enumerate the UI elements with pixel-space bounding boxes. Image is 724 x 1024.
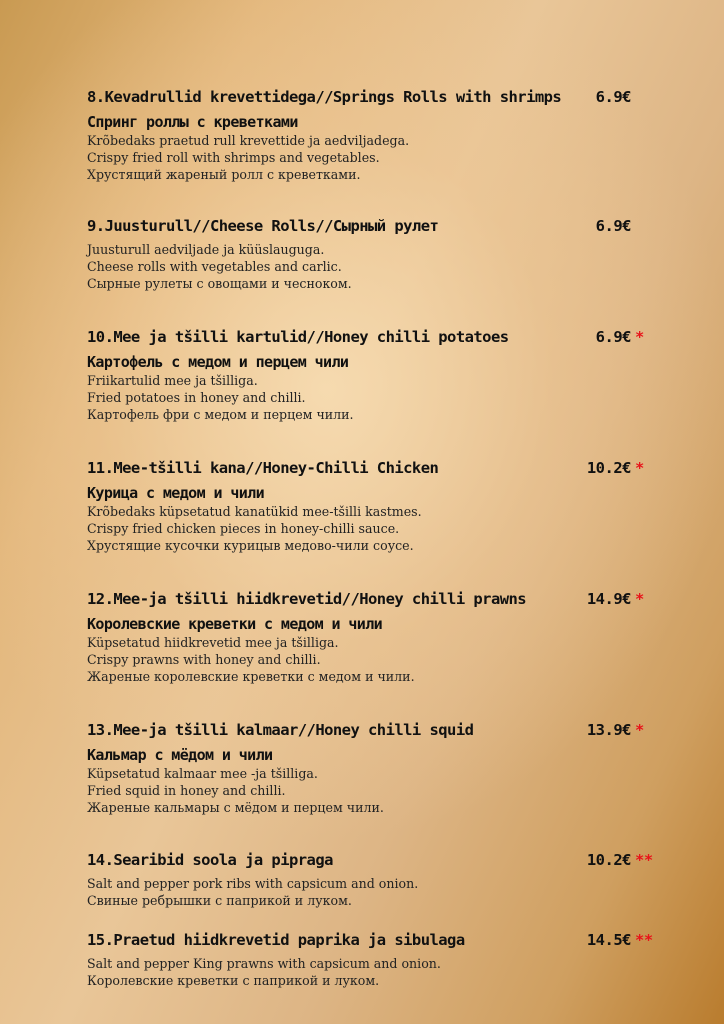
item-desc-line: Картофель фри с медом и перцем чили. (87, 407, 354, 422)
item-price (537, 931, 657, 949)
item-title: 15.Praetud hiidkrevetid paprika ja sibulaga (87, 931, 465, 949)
menu-item-8 (87, 88, 657, 183)
spicy-marker: * (635, 590, 644, 608)
item-desc-line: Сырные рулеты с овощами и чесноком. (87, 276, 352, 291)
menu-item-13 (87, 721, 657, 816)
item-price (537, 328, 657, 346)
item-desc-line: Свиные ребрышки с паприкой и луком. (87, 893, 352, 908)
item-title: 9.Juusturull//Cheese Rolls//Сырный рулет (87, 217, 439, 235)
menu-item-9 (87, 217, 657, 292)
menu-list (87, 88, 657, 989)
price-amount: 6.9€ (595, 328, 631, 346)
item-desc-line: Krõbedaks praetud rull krevettide ja aedviljadega. (87, 133, 410, 148)
item-desc-line: Krõbedaks küpsetatud kanatükid mee-tšilli kastmes. (87, 504, 422, 519)
item-desc-line: Хрустящие кусочки курицыв медово-чили соусе. (87, 538, 414, 553)
item-desc-line: Küpsetatud kalmaar mee -ja tšilliga. (87, 766, 318, 781)
spicy-marker: * (635, 721, 644, 739)
item-desc-line: Crispy prawns with honey and chilli. (87, 652, 321, 667)
menu-item-15 (87, 931, 657, 989)
item-price (537, 217, 657, 235)
menu-item-14 (87, 851, 657, 909)
item-title: 11.Mee-tšilli kana//Honey-Chilli Chicken (87, 459, 439, 477)
item-desc-line: Жареные кальмары с мёдом и перцем чили. (87, 800, 384, 815)
item-title: 12.Mee-ja tšilli hiidkrevetid//Honey chilli prawns (87, 590, 527, 608)
item-price (537, 721, 657, 739)
item-desc-line: Crispy fried chicken pieces in honey-chilli sauce. (87, 521, 400, 536)
item-title: 13.Mee-ja tšilli kalmaar//Honey chilli squid (87, 721, 474, 739)
item-subtitle: Кальмар с мёдом и чили (87, 746, 273, 764)
item-desc-line: Королевские креветки с паприкой и луком. (87, 973, 380, 988)
item-price (537, 590, 657, 608)
item-desc-line: Fried potatoes in honey and chilli. (87, 390, 306, 405)
item-price (537, 851, 657, 869)
menu-item-12 (87, 590, 657, 685)
item-price (537, 459, 657, 477)
item-desc-line: Juusturull aedviljade ja küüslauguga. (87, 242, 325, 257)
item-desc-line: Friikartulid mee ja tšilliga. (87, 373, 258, 388)
price-amount: 14.5€ (586, 931, 631, 949)
price-amount: 6.9€ (595, 217, 631, 235)
item-desc-line: Хрустящий жареный ролл с креветками. (87, 167, 361, 182)
item-subtitle: Спринг роллы с креветками (87, 113, 298, 131)
price-amount: 14.9€ (586, 590, 631, 608)
item-desc-line: Salt and pepper King prawns with capsicum and onion. (87, 956, 441, 971)
price-amount: 13.9€ (586, 721, 631, 739)
item-desc-line: Crispy fried roll with shrimps and vegetables. (87, 150, 380, 165)
menu-item-10 (87, 328, 657, 423)
spicy-marker: * (635, 459, 644, 477)
item-subtitle: Королевские креветки с медом и чили (87, 615, 383, 633)
price-amount: 10.2€ (586, 851, 631, 869)
item-title: 10.Mee ja tšilli kartulid//Honey chilli potatoes (87, 328, 509, 346)
item-subtitle: Картофель с медом и перцем чили (87, 353, 349, 371)
spicy-marker: ** (635, 851, 653, 869)
price-amount: 10.2€ (586, 459, 631, 477)
item-title: 14.Searibid soola ja pipraga (87, 851, 333, 869)
item-desc-line: Cheese rolls with vegetables and carlic. (87, 259, 342, 274)
spicy-marker: ** (635, 931, 653, 949)
price-amount: 6.9€ (595, 88, 631, 106)
spicy-marker: * (635, 328, 644, 346)
item-title: 8.Kevadrullid krevettidega//Springs Rolls with shrimps (87, 88, 562, 106)
item-desc-line: Жареные королевские креветки с медом и чили. (87, 669, 415, 684)
item-price (537, 88, 657, 106)
menu-item-11 (87, 459, 657, 554)
item-desc-line: Küpsetatud hiidkrevetid mee ja tšilliga. (87, 635, 339, 650)
item-desc-line: Fried squid in honey and chilli. (87, 783, 286, 798)
item-desc-line: Salt and pepper pork ribs with capsicum and onion. (87, 876, 419, 891)
item-subtitle: Курица с медом и чили (87, 484, 265, 502)
